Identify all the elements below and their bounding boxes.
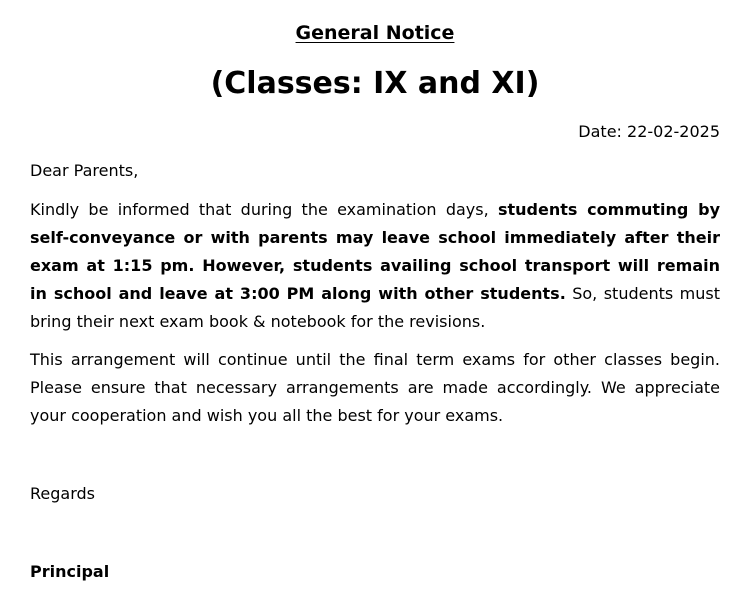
paragraph-outro-text: So, students must bring their next exam book & notebook for the revisions. xyxy=(30,284,721,331)
notice-document xyxy=(30,0,720,598)
notice-title: General Notice xyxy=(295,22,455,44)
classes-heading: (Classes: IX and XI) xyxy=(210,66,540,101)
paragraph-commute-info xyxy=(30,196,720,336)
salutation: Dear Parents, xyxy=(30,161,139,180)
closing-regards: Regards xyxy=(30,484,95,503)
paragraph-bold-instructions: students commuting by self-conveyance or with parents may leave school immediately after their exam at 1:15 pm. However, students availing school transport will remain in school and leave at 3:00 PM along with other students. xyxy=(30,200,720,303)
paragraph-arrangement-info: This arrangement will continue until the final term exams for other classes begin. Please ensure that necessary arrangements are made accordingly. We appreciate your cooperation and wish you all the best for your exams. xyxy=(30,350,720,425)
notice-date: Date: 22-02-2025 xyxy=(578,122,720,141)
signatory-title: Principal xyxy=(30,562,110,581)
paragraph-intro-text: Kindly be informed that during the examination days, xyxy=(30,200,498,219)
